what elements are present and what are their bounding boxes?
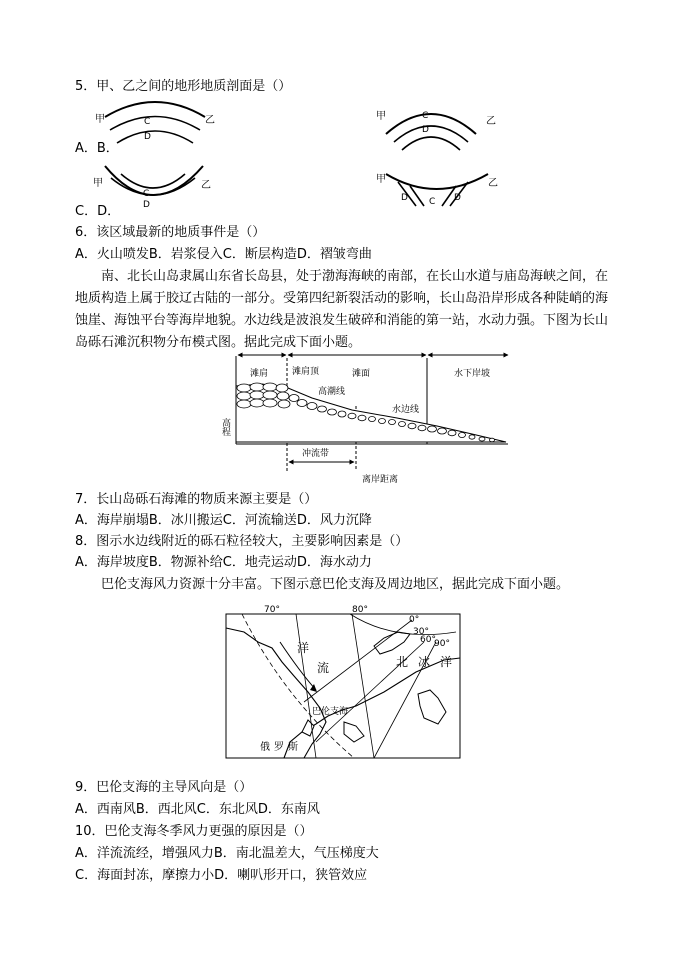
zone-underwater-label: 水下岸坡 <box>454 369 491 379</box>
q9-stem: 9．巴伦支海的主导风向是（） <box>75 780 253 795</box>
label-jia: 甲 <box>95 114 105 125</box>
lat-30-label: 30° <box>413 627 429 637</box>
axis-x-label: 离岸距离 <box>362 475 399 485</box>
label-d: D <box>401 193 408 203</box>
russia-label: 俄罗斯 <box>260 742 302 753</box>
label-c: C <box>144 117 151 127</box>
label-yi: 乙 <box>488 178 498 189</box>
arctic-label-3: 洋 <box>440 655 453 669</box>
arctic-label-1: 北 <box>396 655 409 669</box>
axis-y-label: 高程 <box>220 418 230 436</box>
label-jia: 甲 <box>93 178 103 189</box>
label-c: C <box>143 189 150 199</box>
passage-changshan: 南、北长山岛隶属山东省长岛县，处于渤海海峡的南部，在长山水道与庙岛海峡之间，在地质构造上属于胶辽古陆的一部分。受第四纪新裂活动的影响，长山岛沿岸形成各种陡峭的海蚀崖、海蚀平台等海岸地貌。水边线是波浪发生破碎和消能的第一站，水动力强。下图为长山岛砾石滩沉积物分布模式图。据此完成下面小题。 <box>75 269 609 350</box>
label-yi: 乙 <box>486 116 496 127</box>
passage-barents: 巴伦支海风力资源十分丰富。下图示意巴伦支海及周边地区，据此完成下面小题。 <box>101 577 570 592</box>
lat-90-label: 90° <box>434 639 450 649</box>
label-d: D <box>144 132 151 142</box>
arctic-label-2: 冰 <box>418 655 431 669</box>
label-yi: 乙 <box>205 115 215 126</box>
label-jia: 甲 <box>376 111 386 122</box>
label-yi: 乙 <box>201 180 211 191</box>
water-edge-label: 水边线 <box>392 405 420 415</box>
barents-sea-map <box>224 602 464 762</box>
label-c: C <box>422 111 429 121</box>
q6-stem: 6．该区域最新的地质事件是（） <box>75 225 266 240</box>
beach-deposit-figure <box>222 346 512 488</box>
q7-options: A．海岸崩塌B．冰川搬运C．河流输送D．风力沉降 <box>75 513 372 528</box>
q8-options: A．海岸坡度B．物源补给C．地壳运动D．海水动力 <box>75 555 372 570</box>
q5-options-ab: A．B． <box>75 141 119 156</box>
q9-options: A．西南风B．西北风C．东北风D．东南风 <box>75 802 320 817</box>
q5-options-cd: C．D． <box>75 204 121 219</box>
q10-options-ab: A．洋流流经，增强风力B．南北温差大，气压梯度大 <box>75 846 379 861</box>
current-label-1: 洋 <box>297 641 310 655</box>
swash-zone-label: 冲流带 <box>302 449 330 459</box>
barents-label: 巴伦支海 <box>312 707 349 717</box>
berm-crest-label: 滩肩顶 <box>292 367 320 377</box>
q5-stem: 5．甲、乙之间的地形地质剖面是（） <box>75 79 292 94</box>
label-jia: 甲 <box>376 174 386 185</box>
current-label-2: 流 <box>317 661 330 675</box>
zone-foreshore-label: 滩面 <box>352 369 371 379</box>
high-tide-label: 高潮线 <box>318 387 346 397</box>
q5-diagram-b <box>376 104 501 152</box>
label-d: D <box>422 125 429 135</box>
lon-80-label: 80° <box>352 605 368 615</box>
label-d: D <box>143 200 150 210</box>
lat-60-label: 60° <box>420 635 436 645</box>
q7-stem: 7．长山岛砾石海滩的物质来源主要是（） <box>75 492 318 507</box>
q10-stem: 10．巴伦支海冬季风力更强的原因是（） <box>75 824 313 839</box>
q10-options-cd: C．海面封冻，摩擦力小D．喇叭形开口，狭管效应 <box>75 868 368 883</box>
q8-stem: 8．图示水边线附近的砾石粒径较大，主要影响因素是（） <box>75 534 409 549</box>
q5-diagram-d <box>376 160 506 212</box>
label-d: D <box>454 193 461 203</box>
q6-options: A．火山喷发B．岩浆侵入C．断层构造D．褶皱弯曲 <box>75 247 372 262</box>
lon-70-label: 70° <box>264 605 280 615</box>
zone-backshore-label: 滩肩 <box>250 369 269 379</box>
label-c: C <box>429 197 436 207</box>
lat-0-label: 0° <box>409 615 420 625</box>
